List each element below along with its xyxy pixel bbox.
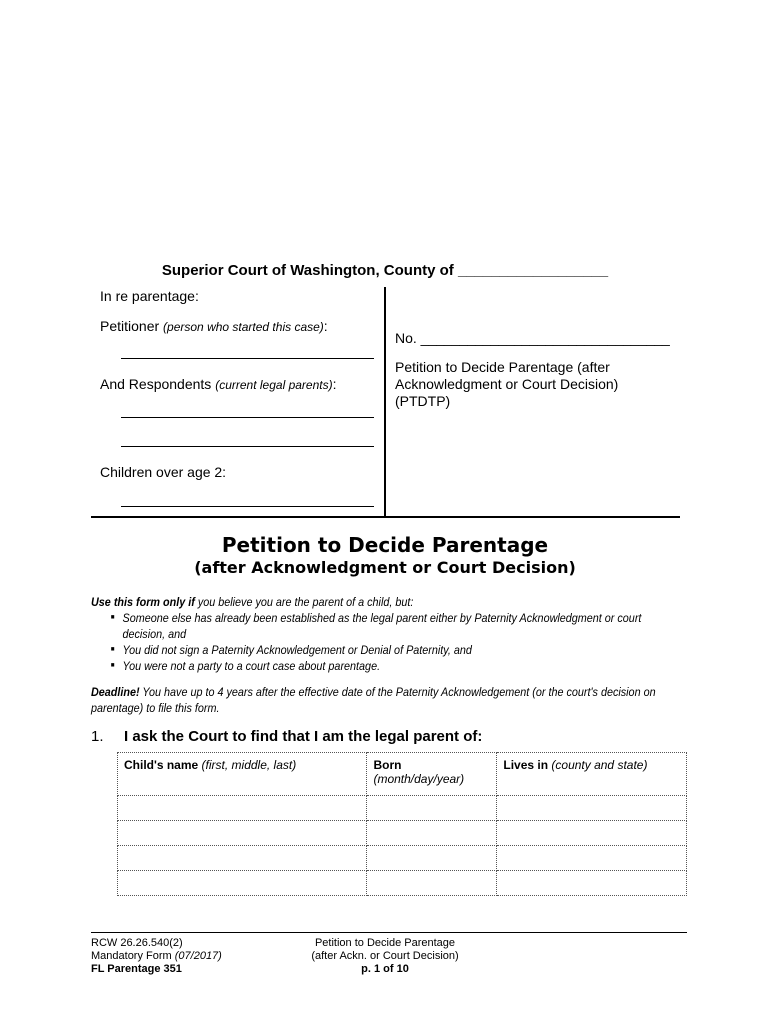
footer-form-type: Mandatory Form (07/2017) bbox=[91, 950, 222, 962]
court-title: Superior Court of Washington, County of __________________ bbox=[161, 262, 609, 279]
footer-form-id: FL Parentage 351 bbox=[91, 963, 182, 975]
usage-note bbox=[91, 594, 676, 674]
footer-center bbox=[285, 937, 485, 976]
deadline-note bbox=[91, 684, 676, 716]
footer-left bbox=[91, 937, 222, 976]
child-lives-cell[interactable] bbox=[497, 821, 687, 846]
page-title: Petition to Decide Parentage bbox=[221, 533, 549, 557]
respondents-note: (current legal parents) bbox=[215, 378, 333, 392]
page-subtitle: (after Acknowledgment or Court Decision) bbox=[194, 558, 576, 577]
child-born-cell[interactable] bbox=[367, 821, 497, 846]
child-born-cell[interactable] bbox=[367, 871, 497, 896]
deadline-bold: Deadline! bbox=[91, 685, 140, 699]
footer-rcw: RCW 26.26.540(2) bbox=[91, 937, 183, 949]
respondent-2-name-field[interactable] bbox=[121, 446, 374, 447]
respondents-colon: : bbox=[332, 376, 337, 392]
caption-divider bbox=[384, 287, 386, 516]
deadline-text: You have up to 4 years after the effective date of the Paternity Acknowledgement (or the court's decision on parentage) to file this form. bbox=[91, 685, 656, 715]
respondents-label bbox=[100, 376, 336, 392]
footer-divider bbox=[91, 932, 687, 933]
child-name-cell[interactable] bbox=[118, 871, 367, 896]
usage-bullet: ■ Someone else has already been established as the legal parent either by Paternity Acknowledgment or court decision, and bbox=[107, 610, 676, 642]
footer-doc-title: Petition to Decide Parentage bbox=[314, 937, 456, 949]
child-born-cell[interactable] bbox=[367, 796, 497, 821]
usage-bullet: ■ You were not a party to a court case about parentage. bbox=[107, 658, 676, 674]
child-born-cell[interactable] bbox=[367, 846, 497, 871]
usage-note-bold: Use this form only if bbox=[91, 595, 195, 609]
usage-bullets bbox=[107, 610, 676, 674]
table-row bbox=[118, 846, 687, 871]
table-header-row bbox=[118, 753, 687, 796]
case-number-field[interactable]: No. ________________________________ bbox=[395, 330, 670, 346]
petitioner-label bbox=[100, 318, 328, 334]
child-lives-cell[interactable] bbox=[497, 796, 687, 821]
children-label: Children over age 2: bbox=[100, 464, 227, 480]
petitioner-name-field[interactable] bbox=[121, 358, 374, 359]
doc-title-line-2: Acknowledgment or Court Decision) bbox=[395, 376, 619, 392]
col-header-lives-in: Lives in (county and state) bbox=[497, 753, 687, 796]
footer-doc-subtitle: (after Ackn. or Court Decision) bbox=[311, 950, 459, 962]
child-name-field[interactable] bbox=[121, 506, 374, 507]
petitioner-label-text: Petitioner bbox=[100, 318, 160, 334]
child-lives-cell[interactable] bbox=[497, 871, 687, 896]
child-name-cell[interactable] bbox=[118, 821, 367, 846]
in-re-label: In re parentage: bbox=[100, 288, 199, 304]
child-lives-cell[interactable] bbox=[497, 846, 687, 871]
children-table bbox=[117, 752, 687, 896]
respondents-label-text: And Respondents bbox=[100, 376, 212, 392]
doc-title-line-1: Petition to Decide Parentage (after bbox=[395, 359, 610, 375]
col-header-child-name: Child's name (first, middle, last) bbox=[118, 753, 367, 796]
usage-bullet: ■ You did not sign a Paternity Acknowledgement or Denial of Paternity, and bbox=[107, 642, 676, 658]
usage-note-rest: you believe you are the parent of a child, but: bbox=[194, 595, 414, 609]
table-row bbox=[118, 871, 687, 896]
child-name-cell[interactable] bbox=[118, 796, 367, 821]
section-1-heading: I ask the Court to find that I am the legal parent of: bbox=[124, 728, 483, 745]
respondent-1-name-field[interactable] bbox=[121, 417, 374, 418]
section-1-number: 1. bbox=[91, 728, 104, 745]
table-row bbox=[118, 796, 687, 821]
table-row bbox=[118, 821, 687, 846]
usage-note-line bbox=[91, 594, 676, 610]
petitioner-note: (person who started this case) bbox=[163, 320, 324, 334]
doc-code: (PTDTP) bbox=[395, 393, 451, 409]
child-name-cell[interactable] bbox=[118, 846, 367, 871]
footer-page-number: p. 1 of 10 bbox=[361, 963, 409, 975]
col-header-born: Born (month/day/year) bbox=[367, 753, 497, 796]
petitioner-colon: : bbox=[323, 318, 328, 334]
document-title-block bbox=[395, 359, 618, 410]
